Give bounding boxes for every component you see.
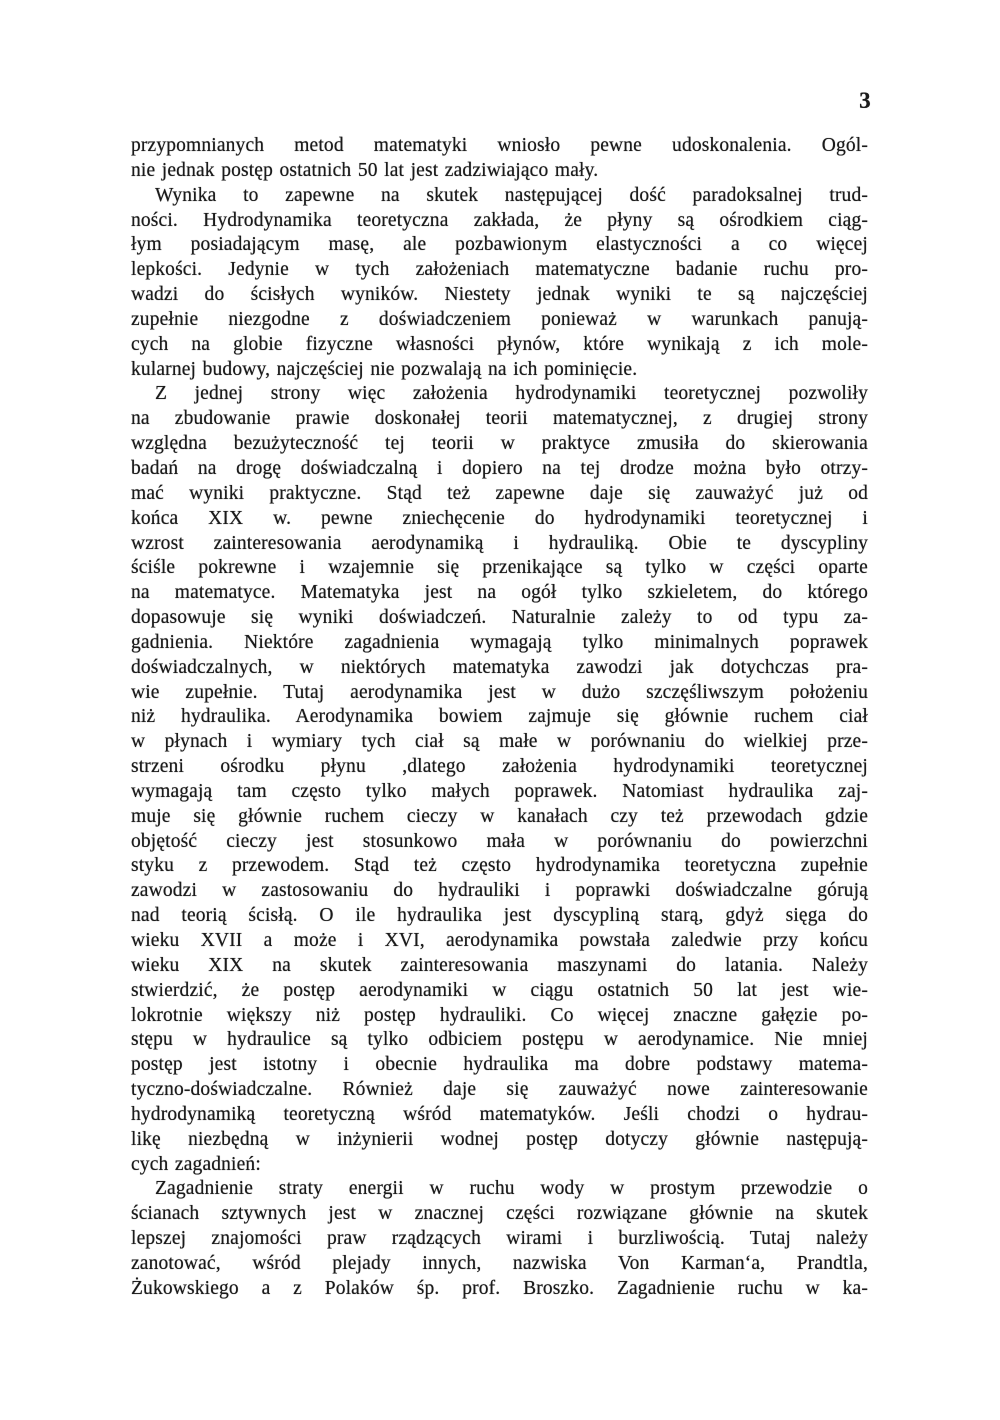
- text-line: końca XIX w. pewne zniechęcenie do hydrodynamiki teoretycznej i: [131, 507, 868, 529]
- text-line: styku z przewodem. Stąd też często hydrodynamika teoretyczna zupełnie: [131, 855, 868, 877]
- text-line: wadzi do ścisłych wyników. Niestety jednak wyniki te są najczęściej: [131, 284, 868, 306]
- text-line: na matematyce. Matematyka jest na ogół tylko szkieletem, do którego: [131, 582, 868, 604]
- text-line: muje się głównie ruchem cieczy w kanałach czy też przewodach gdzie: [131, 805, 868, 827]
- text-line: zanotować, wśród plejady innych, nazwiska Von Karmanʻa, Prandtla,: [131, 1252, 868, 1274]
- text-line: nie jednak postęp ostatnich 50 lat jest zadziwiająco mały.: [131, 159, 599, 181]
- text-line: wieku XVII a może i XVI, aerodynamika powstała zaledwie przy końcu: [131, 930, 868, 951]
- text-line: postęp jest istotny i obecnie hydraulika ma dobre podstawy matema-: [131, 1054, 868, 1076]
- text-line: ściśle pokrewne i wzajemnie się przenikające są tylko w części oparte: [131, 557, 868, 579]
- text-line: Zagadnienie straty energii w ruchu wody w prostym przewodzie o: [155, 1178, 868, 1200]
- text-line: mać wyniki praktyczne. Stąd też zapewne daje się zauważyć już od: [131, 482, 868, 504]
- text-line: stwierdzić, że postęp aerodynamiki w ciągu ostatnich 50 lat jest wie-: [131, 979, 868, 1001]
- text-line: wieku XIX na skutek zainteresowania maszynami do latania. Należy: [131, 954, 868, 976]
- paragraph: [131, 134, 868, 184]
- text-line: Żukowskiego a z Polaków śp. prof. Broszko. Zagadnienie ruchu w ka-: [131, 1277, 868, 1299]
- paragraph: [131, 1177, 868, 1301]
- text-line: hydrodynamiką teoretyczną wśród matematyków. Jeśli chodzi o hydrau-: [131, 1103, 868, 1125]
- paragraph: [131, 382, 868, 1177]
- text-line: tyczno-doświadczalne. Również daje się zauważyć nowe zainteresowanie: [131, 1079, 868, 1101]
- text-line: doświadczalnych, w niektórych matematyka zawodzi jak dotychczas pra-: [131, 656, 868, 678]
- text-line: zupełnie niezgodne z doświadczeniem ponieważ w warunkach panują-: [131, 308, 868, 330]
- text-line: na zbudowanie prawie doskonałej teorii matematycznej, z drugiej strony: [131, 408, 868, 430]
- text-line: ności. Hydrodynamika teoretyczna zakłada, że płyny są ośrodkiem ciąg-: [131, 209, 868, 231]
- text-line: badań na drogę doświadczalną i dopiero na tej drodze można było otrzy-: [131, 457, 868, 479]
- text-line: w płynach i wymiary tych ciał są małe w porównaniu do wielkiej prze-: [131, 731, 868, 753]
- text-line: Z jednej strony więc założenia hydrodynamiki teoretycznej pozwoliły: [155, 383, 868, 405]
- text-line: objętość cieczy jest stosunkowo mała w porównaniu do powierzchni: [131, 830, 868, 852]
- text-line: lepszej znajomości praw rządzących wirami i burzliwością. Tutaj należy: [131, 1228, 868, 1250]
- page-number: 3: [859, 88, 871, 113]
- text-line: Wynika to zapewne na skutek następującej dość paradoksalnej trud-: [155, 184, 868, 206]
- text-line: lepkości. Jedynie w tych założeniach matematyczne badanie ruchu pro-: [131, 259, 868, 281]
- text-block: [131, 134, 868, 1302]
- text-line: nad teorią ścisłą. O ile hydraulika jest dyscypliną starą, gdyż sięga do: [131, 905, 868, 927]
- text-line: dopasowuje się wyniki doświadczeń. Naturalnie zależy to od typu za-: [131, 607, 868, 629]
- text-line: wymagają tam często tylko małych poprawek. Natomiast hydraulika zaj-: [131, 780, 868, 802]
- text-line: cych na globie fizyczne własności płynów, które wynikają z ich mole-: [131, 333, 868, 355]
- text-line: ścianach sztywnych jest w znacznej części rozwiązane głównie na skutek: [131, 1203, 868, 1225]
- text-line: stępu w hydraulice są tylko odbiciem postępu w aerodynamice. Nie mniej: [131, 1029, 868, 1051]
- text-line: cych zagadnień:: [131, 1153, 261, 1175]
- text-line: względna bezużyteczność tej teorii w praktyce zmusiła do skierowania: [131, 433, 868, 455]
- text-line: wzrost zainteresowania aerodynamiką i hydrauliką. Obie te dyscypliny: [131, 532, 868, 554]
- text-line: zawodzi w zastosowaniu do hydrauliki i poprawki doświadczalne górują: [131, 880, 868, 902]
- text-line: przypomnianych metod matematyki wniosło pewne udoskonalenia. Ogól-: [131, 135, 868, 156]
- text-line: niż hydraulika. Aerodynamika bowiem zajmuje się głównie ruchem ciał: [131, 706, 868, 728]
- text-line: strzeni ośrodku płynu ,dlatego założenia hydrodynamiki teoretycznej: [131, 756, 868, 778]
- paragraph: [131, 184, 868, 383]
- text-line: wie zupełnie. Tutaj aerodynamika jest w dużo szczęśliwszym położeniu: [131, 681, 868, 703]
- text-line: łym posiadającym masę, ale pozbawionym elastyczności a co więcej: [131, 234, 868, 256]
- text-line: gadnienia. Niektóre zagadnienia wymagają tylko minimalnych poprawek: [131, 631, 868, 653]
- text-line: lokrotnie większy niż postęp hydrauliki. Co więcej znaczne gałęzie po-: [131, 1004, 868, 1026]
- text-line: kularnej budowy, najczęściej nie pozwalają na ich pominięcie.: [131, 358, 638, 380]
- text-line: likę niezbędną w inżynierii wodnej postęp dotyczy głównie następują-: [131, 1128, 868, 1150]
